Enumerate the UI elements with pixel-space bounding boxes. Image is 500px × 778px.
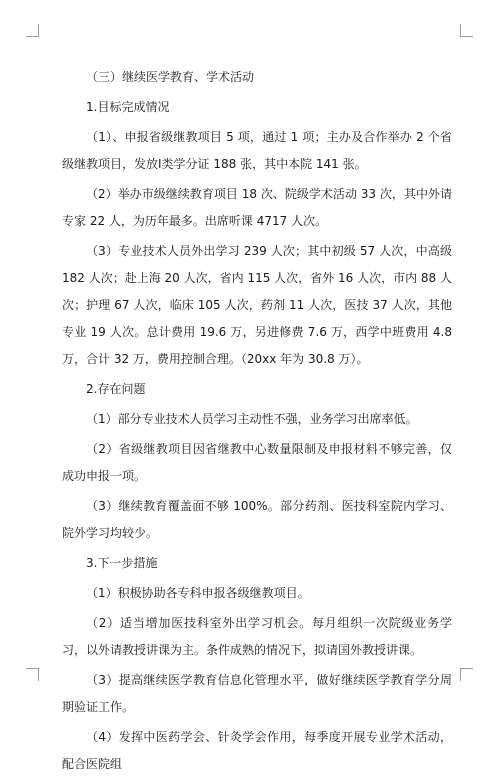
paragraph: （1）积极协助各专科申报各级继教项目。 — [86, 586, 310, 600]
paragraph: （2）举办市级继续教育项目 18 次、院级学术活动 33 次，其中外请专家 22 人，为历年最多。出席听课 4717 人次。 — [62, 187, 452, 228]
corner-mark-bottom-right — [460, 668, 473, 681]
corner-mark-top-right — [460, 24, 473, 37]
subsection-heading: 3.下一步措施 — [86, 556, 158, 570]
paragraph: （1）、申报省级继教项目 5 项，通过 1 项；主办及合作举办 2 个省级继教项目，发放Ⅰ类学分证 188 张，其中本院 141 张。 — [62, 130, 452, 171]
corner-mark-top-left — [26, 24, 39, 37]
paragraph: （3）继续教育覆盖面不够 100%。部分药剂、医技科室院内学习、院外学习均较少。 — [62, 499, 452, 540]
section-title: （三）继续医学教育、学术活动 — [86, 70, 255, 84]
paragraph: （2）适当增加医技科室外出学习机会。每月组织一次院级业务学习，以外请教授讲课为主。条件成熟的情况下，拟请国外教授讲课。 — [62, 616, 452, 657]
document-body — [62, 64, 452, 778]
corner-mark-bottom-left — [26, 668, 39, 681]
paragraph: （2）省级继教项目因省继教中心数量限制及申报材料不够完善，仅成功申报一项。 — [62, 442, 452, 483]
paragraph: （4）发挥中医药学会、针灸学会作用，每季度开展专业学术活动，配合医院组 — [62, 730, 452, 771]
paragraph: （3）专业技术人员外出学习 239 人次；其中初级 57 人次，中高级 182 人次；赴上海 20 人次，省内 115 人次，省外 16 人次，市内 88 人次；护理 67 人次，临床 105 人次，药剂 11 人次，医技 37 人次，其他专业 19 人次。总计费用 19.6 万，另进修费 7.6 万，西学中班费用 4.8 万，合计 32 万，费用控制合理。（20xx 年为 30.8 万）。 — [62, 244, 452, 366]
subsection-heading: 2.存在问题 — [86, 382, 146, 396]
paragraph: （3）提高继续医学教育信息化管理水平，做好继续医学教育学分周期验证工作。 — [62, 673, 452, 714]
subsection-heading: 1.目标完成情况 — [86, 100, 170, 114]
paragraph: （1）部分专业技术人员学习主动性不强，业务学习出席率低。 — [86, 412, 418, 426]
